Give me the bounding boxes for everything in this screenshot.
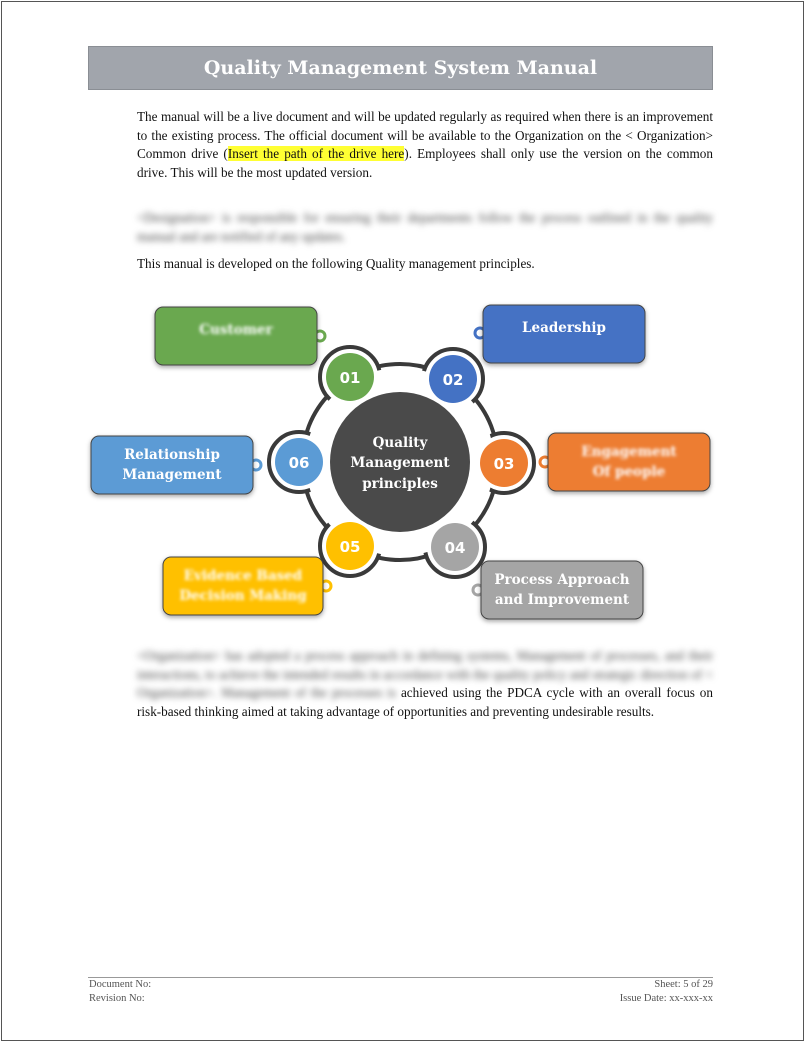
center-label: Quality bbox=[372, 435, 428, 451]
principle-label: and Improvement bbox=[494, 592, 630, 608]
paragraph-principles-intro: This manual is developed on the following Quality management principles. bbox=[137, 256, 535, 271]
principle-box bbox=[163, 557, 323, 615]
principle-label: Relationship bbox=[124, 447, 220, 463]
paragraph-process-approach bbox=[137, 647, 713, 721]
page-title: Quality Management System Manual bbox=[203, 57, 598, 79]
principle-number: 05 bbox=[339, 538, 361, 556]
paragraph-text: achieved using the PDCA cycle with an overall focus on risk-based thinking aimed at taking advantage of opportunities and preventing undesirable results. bbox=[137, 685, 713, 719]
highlighted-placeholder: Insert the path of the drive here bbox=[227, 146, 405, 161]
paragraph-text-blurred: <Organization> has adopted a process approach in defining systems, Management of processes, and their interactions, to achieve the intended results in accordance with the quality policy and strategic direction of < Organization>. Management of the processes is bbox=[137, 648, 713, 700]
footer-document-no: Document No: bbox=[89, 979, 152, 990]
center-label: principles bbox=[362, 476, 438, 492]
principle-label: Engagement bbox=[581, 444, 677, 460]
principle-box bbox=[91, 436, 253, 494]
principle-number: 02 bbox=[442, 371, 464, 389]
paragraph-designation-blurred: <Designation> is responsible for ensuring their departments follow the process outlined in the quality manual and are notified of any updates. bbox=[137, 210, 713, 244]
footer-issue-date: Issue Date: xx-xxx-xx bbox=[619, 993, 713, 1004]
principle-number: 01 bbox=[339, 369, 361, 387]
principle-label: Customer bbox=[199, 322, 273, 338]
paragraph-text: The manual will be a live document and will be updated regularly as required when there is an improvement to the existing process. The official document will be available to the Organization on the < Organization> Common drive ( bbox=[137, 109, 713, 161]
principle-box bbox=[548, 433, 710, 491]
center-label: Management bbox=[350, 455, 450, 471]
principle-label: Process Approach bbox=[494, 572, 630, 588]
principle-label: Evidence Based bbox=[183, 568, 303, 584]
footer-divider bbox=[88, 977, 713, 978]
principle-label: Management bbox=[122, 467, 222, 483]
principle-number: 04 bbox=[444, 539, 466, 557]
principle-label: Leadership bbox=[522, 320, 606, 336]
footer-sheet: Sheet: 5 of 29 bbox=[654, 979, 713, 990]
paragraph-text: ). Employees shall only use the version on the common drive. This will be the most updated version. bbox=[137, 146, 713, 180]
principle-label: Decision Making bbox=[179, 588, 307, 604]
principle-number: 03 bbox=[493, 455, 515, 473]
footer-revision-no: Revision No: bbox=[89, 993, 145, 1004]
principle-box bbox=[481, 561, 643, 619]
principle-label: Of people bbox=[592, 464, 666, 480]
principle-number: 06 bbox=[288, 454, 310, 472]
